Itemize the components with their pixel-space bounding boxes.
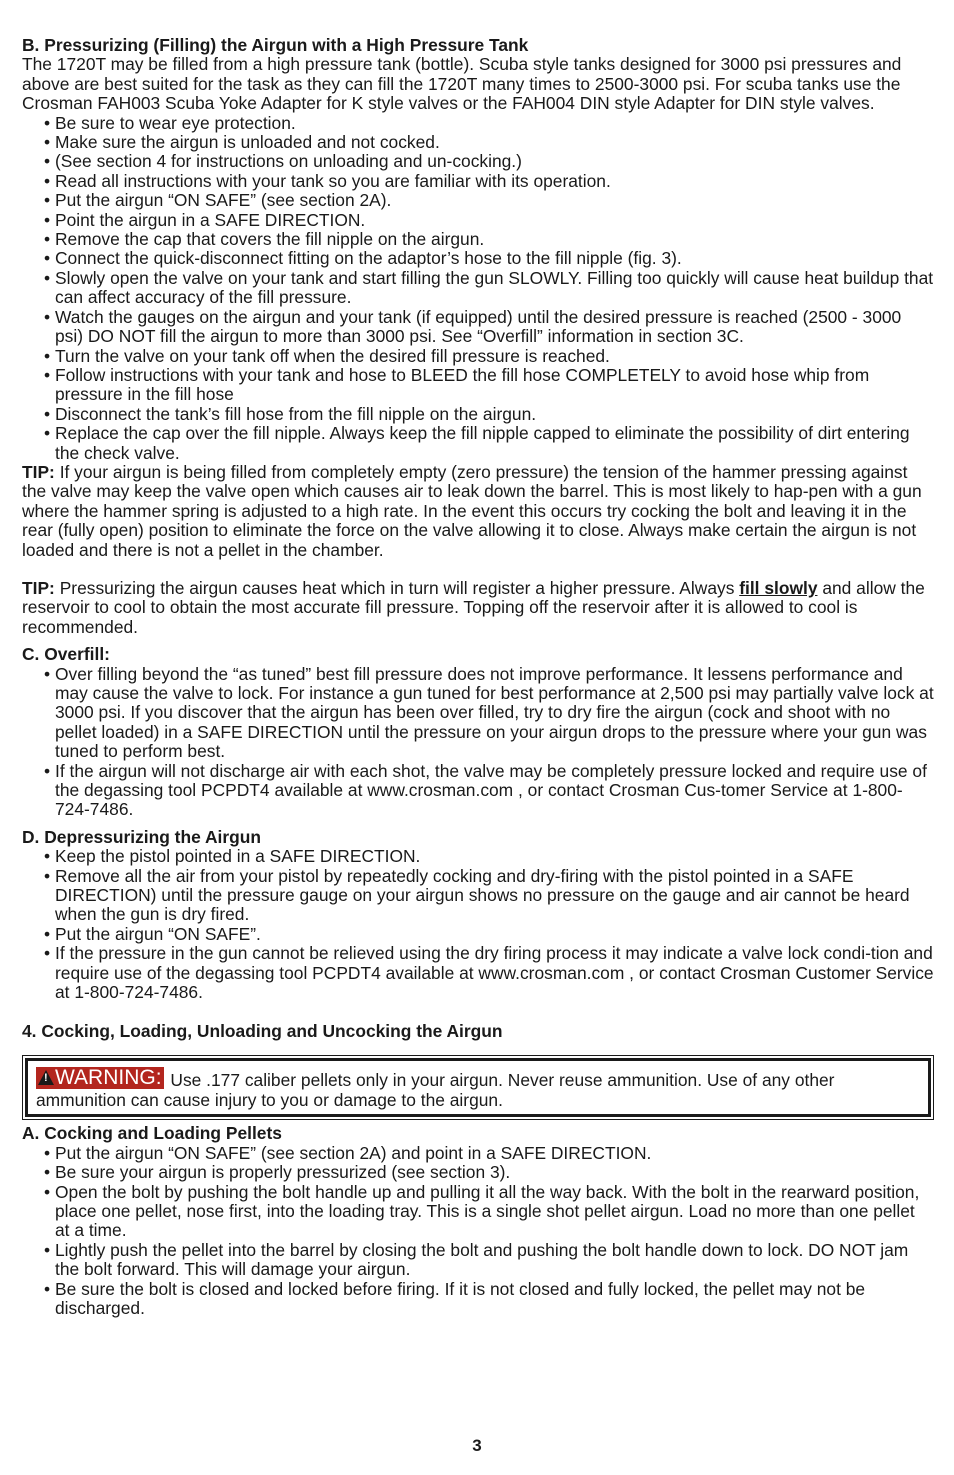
- list-item: • Put the airgun “ON SAFE” (see section 2A) and point in a SAFE DIRECTION.: [55, 1144, 934, 1163]
- list-item: • Disconnect the tank’s fill hose from the fill nipple on the airgun.: [55, 405, 934, 424]
- tip-text: If your airgun is being filled from completely empty (zero pressure) the tension of the hammer pressing against the valve may keep the valve open which causes air to leak down the barrel. This is most likely to hap-pen with a gun where the hammer spring is adjusted to a high rate. In the event this occurs try cocking the bolt and leaving it in the rear (fully open) position to eliminate the force on the valve allowing it to close. Always make certain the airgun is not loaded and there is not a pellet in the chamber.: [22, 461, 922, 560]
- warning-text: Use .177 caliber pellets only in your airgun. Never reuse ammunition. Use of any other ammunition can cause injury to you or damage to the airgun.: [36, 1069, 835, 1110]
- list-item: • Put the airgun “ON SAFE” (see section 2A).: [55, 191, 934, 210]
- tip-label: TIP:: [22, 577, 55, 598]
- section-d-heading: D. Depressurizing the Airgun: [22, 826, 261, 847]
- section-d-list: [22, 847, 934, 1002]
- warning-badge: [36, 1067, 164, 1089]
- section-b-heading: B. Pressurizing (Filling) the Airgun with a High Pressure Tank: [22, 35, 529, 55]
- warning-triangle-icon: !: [38, 1070, 54, 1085]
- manual-page: [22, 36, 934, 1318]
- list-item: • Open the bolt by pushing the bolt handle up and pulling it all the way back. With the bolt in the rearward position, place one pellet, nose first, into the loading tray. This is a single shot pellet airgun. Load no more than one pellet at a time.: [55, 1183, 934, 1241]
- list-item: • If the airgun will not discharge air with each shot, the valve may be completely pressure locked and require use of the degassing tool PCPDT4 available at www.crosman.com , or contact Crosman Cus-tomer Service at 1-800-724-7486.: [55, 762, 934, 820]
- section-c-heading: C. Overfill:: [22, 644, 110, 665]
- list-item: • Be sure your airgun is properly pressurized (see section 3).: [55, 1163, 934, 1182]
- fill-slowly-emphasis: fill slowly: [739, 577, 818, 598]
- list-item: • Connect the quick-disconnect fitting on the adaptor’s hose to the fill nipple (fig. 3).: [55, 249, 934, 268]
- tip-paragraph-1: [22, 463, 934, 560]
- section-b-intro: The 1720T may be filled from a high pressure tank (bottle). Scuba style tanks designed for 3000 psi pressures and above are best suited for the task as they can fill the 1720T many times to 2500-3000 psi. For scuba tanks use the Crosman FAH003 Scuba Yoke Adapter for K style valves or the FAH004 DIN style Adapter for DIN style valves.: [22, 54, 902, 114]
- list-item: • Keep the pistol pointed in a SAFE DIRECTION.: [55, 847, 934, 866]
- list-item: • Be sure the bolt is closed and locked before firing. If it is not closed and fully locked, the pellet may not be discharged.: [55, 1280, 934, 1319]
- warning-box: [25, 1058, 931, 1117]
- section-a-list: [22, 1144, 934, 1319]
- section-4-heading: 4. Cocking, Loading, Unloading and Uncocking the Airgun: [22, 1020, 503, 1041]
- list-item: • Remove all the air from your pistol by repeatedly cocking and dry-firing with the pistol pointed in a SAFE DIRECTION) until the pressure gauge on your airgun shows no pressure on the gauge and air cannot be heard when the gun is dry fired.: [55, 867, 934, 925]
- list-item: • Turn the valve on your tank off when the desired fill pressure is reached.: [55, 347, 934, 366]
- list-item: • Point the airgun in a SAFE DIRECTION.: [55, 211, 934, 230]
- list-item: • Read all instructions with your tank so you are familiar with its operation.: [55, 172, 934, 191]
- section-b-list: [22, 114, 934, 463]
- list-item: • Make sure the airgun is unloaded and not cocked.: [55, 133, 934, 152]
- section-a-heading: A. Cocking and Loading Pellets: [22, 1123, 282, 1144]
- tip-label: TIP:: [22, 461, 55, 482]
- section-c-list: [22, 665, 934, 820]
- list-item: • (See section 4 for instructions on unloading and un-cocking.): [55, 152, 934, 171]
- tip-text: and allow the reservoir to cool to obtain the most accurate fill pressure. Topping off the reservoir after it is allowed to cool is recommended.: [22, 577, 925, 637]
- list-item: • Slowly open the valve on your tank and start filling the gun SLOWLY. Filling too quickly will cause heat buildup that can affect accuracy of the fill pressure.: [55, 269, 934, 308]
- list-item: • Lightly push the pellet into the barrel by closing the bolt and pushing the bolt handle down to lock. DO NOT jam the bolt forward. This will damage your airgun.: [55, 1241, 934, 1280]
- list-item: • If the pressure in the gun cannot be relieved using the dry firing process it may indicate a valve lock condi-tion and require use of the degassing tool PCPDT4 available at www.crosman.com , or contact Crosman Customer Service at 1-800-724-7486.: [55, 944, 934, 1002]
- list-item: • Remove the cap that covers the fill nipple on the airgun.: [55, 230, 934, 249]
- list-item: • Over filling beyond the “as tuned” best fill pressure does not improve performance. It lessens performance and may cause the valve to lock. For instance a gun tuned for best performance at 2,500 psi may partially valve lock at 3000 psi. If you discover that the airgun has been over filled, try to dry fire the airgun (cock and shoot with no pellet loaded) in a SAFE DIRECTION until the pressure on your airgun drops to the pressure where your gun was tuned to perform best.: [55, 665, 934, 762]
- page-number: 3: [472, 1436, 482, 1455]
- list-item: • Be sure to wear eye protection.: [55, 114, 934, 133]
- tip-paragraph-2: [22, 579, 934, 637]
- tip-text: Pressurizing the airgun causes heat which in turn will register a higher pressure. Always: [54, 577, 740, 598]
- list-item: • Replace the cap over the fill nipple. Always keep the fill nipple capped to eliminate the possibility of dirt entering the check valve.: [55, 424, 934, 463]
- warning-label: WARNING:: [55, 1065, 162, 1089]
- list-item: • Follow instructions with your tank and hose to BLEED the fill hose COMPLETELY to avoid hose whip from pressure in the fill hose: [55, 366, 934, 405]
- list-item: • Watch the gauges on the airgun and your tank (if equipped) until the desired pressure is reached (2500 - 3000 psi) DO NOT fill the airgun to more than 3000 psi. See “Overfill” information in section 3C.: [55, 308, 934, 347]
- list-item: • Put the airgun “ON SAFE”.: [55, 925, 934, 944]
